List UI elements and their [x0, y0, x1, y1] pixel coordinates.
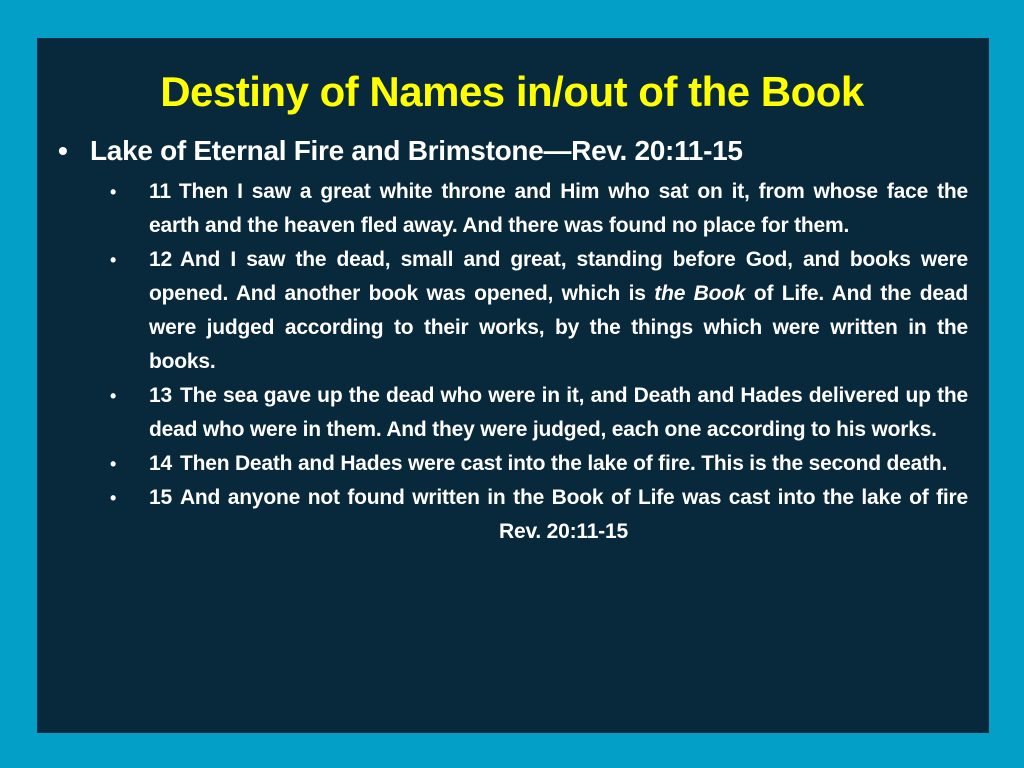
verse-text: And I saw the dead, small and great, standing before God, and books were opened. And another book was opened, which is — [149, 248, 968, 305]
bullet-icon: • — [110, 250, 117, 270]
heading-text: Lake of Eternal Fire and Brimstone—Rev. 20:11-15 — [90, 135, 743, 166]
verse-number: 14 — [149, 452, 172, 475]
verse-11 — [108, 175, 968, 243]
bullet-icon: • — [110, 182, 117, 202]
verse-number: 11 — [149, 180, 171, 203]
verse-12 — [108, 243, 968, 379]
verse-text: And anyone not found written in the Book of Life was cast into the lake of fire — [179, 486, 968, 509]
heading-bullet-item — [58, 133, 743, 169]
verse-number: 15 — [149, 486, 172, 509]
verse-number: 12 — [149, 248, 172, 271]
verse-text-continued: of Life. And the dead were judged according to their works, by the things which were written in the books. — [149, 282, 968, 373]
verse-text: Then Death and Hades were cast into the lake of fire. This is the second death. — [179, 452, 948, 475]
slide-title: Destiny of Names in/out of the Book — [160, 68, 864, 115]
verse-15 — [108, 481, 968, 549]
verse-text: The sea gave up the dead who were in it, and Death and Hades delivered up the dead who were in them. And they were judged, each one according to his works. — [149, 384, 968, 441]
verse-text: Then I saw a great white throne and Him who sat on it, from whose face the earth and the heaven fled away. And there was found no place for them. — [149, 180, 968, 237]
verse-italic-text: the Book — [654, 282, 746, 305]
scripture-reference: Rev. 20:11-15 — [499, 520, 628, 543]
verse-list — [108, 175, 968, 549]
verse-number: 13 — [149, 384, 172, 407]
bullet-icon: • — [110, 386, 117, 406]
bullet-icon: • — [110, 488, 117, 508]
bullet-icon: • — [58, 135, 68, 166]
bullet-icon: • — [110, 454, 117, 474]
verse-14 — [108, 447, 968, 481]
verse-13 — [108, 379, 968, 447]
